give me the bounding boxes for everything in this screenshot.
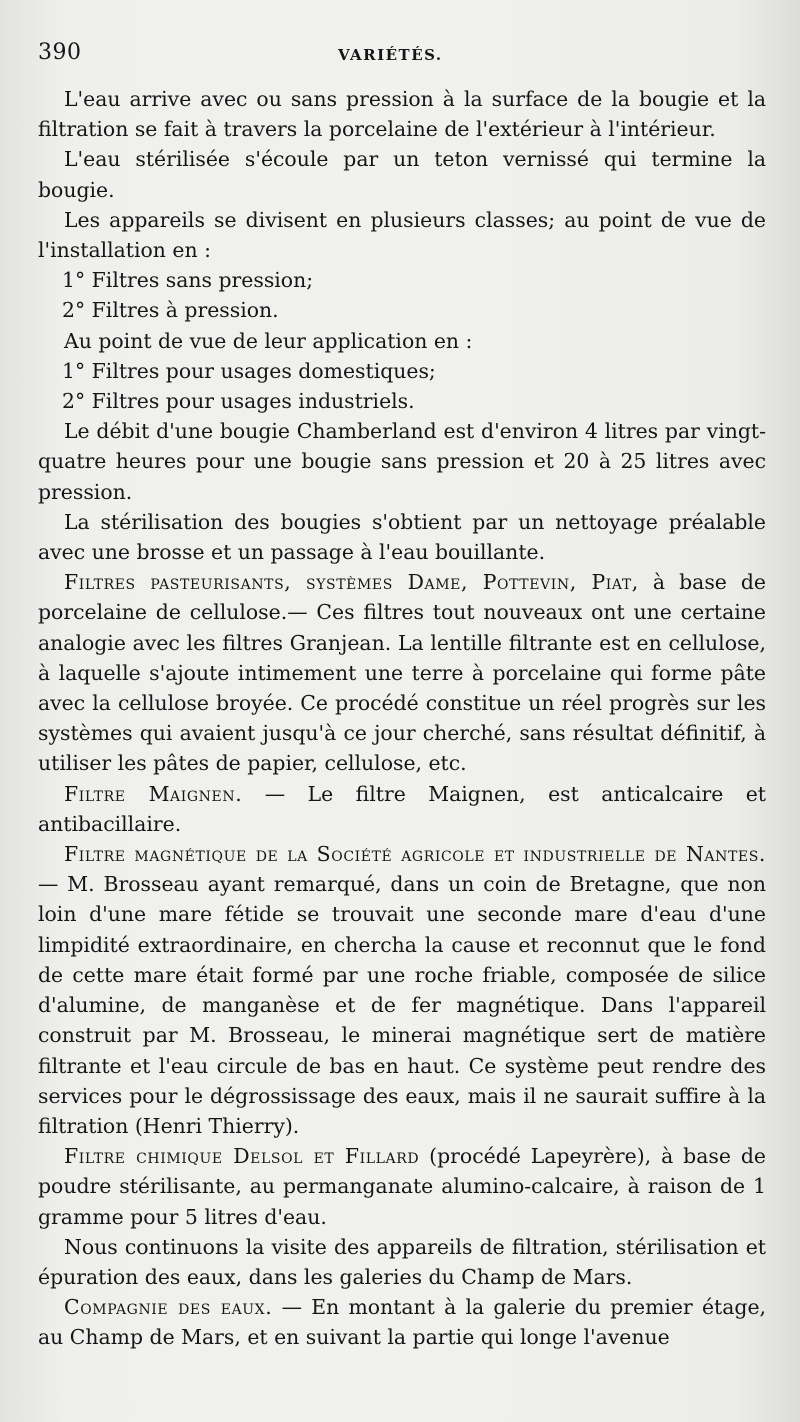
section-paragraph: Filtre Maignen. — Le filtre Maignen, est anticalcaire et antibacillaire. <box>38 781 766 836</box>
paragraph: Le débit d'une bougie Chamberland est d'environ 4 litres par vingt-quatre heures pour une bougie sans pression et 20 à 25 litres avec pression. <box>38 419 766 504</box>
paragraph: La stérilisation des bougies s'obtient par un nettoyage préalable avec une brosse et un passage à l'eau bouillante. <box>38 509 766 565</box>
section-heading: Filtre chimique Delsol et Fillard <box>64 1144 420 1169</box>
list-item: 2° Filtres pour usages industriels. <box>62 389 415 414</box>
section-heading: Filtre magnétique de la Société agricole et industrielle de Nantes. <box>64 842 766 867</box>
section-paragraph: Compagnie des eaux. — En montant à la galerie du premier étage, au Champ de Mars, et en suivant la partie qui longe l'avenue <box>38 1295 766 1350</box>
page-number: 390 <box>38 40 82 65</box>
body-text <box>38 84 766 1353</box>
list-item: 2° Filtres à pression. <box>62 298 279 323</box>
paragraph: L'eau arrive avec ou sans pression à la surface de la bougie et la filtration se fait à travers la porcelaine de l'extérieur à l'intérieur. <box>38 87 766 142</box>
section-heading: Filtres pasteurisants, systèmes Dame, Pottevin, Piat, <box>64 570 639 595</box>
page-header <box>38 40 766 74</box>
section-paragraph: Filtres pasteurisants, systèmes Dame, Pottevin, Piat, à base de porcelaine de cellulose.— Ces filtres tout nouveaux ont une certaine analogie avec les filtres Granjean. La lentille filtrante est en cellulose, à laquelle s'ajoute intimement une terre à porcelaine qui forme pâte avec la cellulose broyée. Ce procédé constitue un réel progrès sur les systèmes qui avaient jusqu'à ce jour cherché, sans résultat définitif, à utiliser les pâtes de papier, cellulose, etc. <box>38 570 767 776</box>
paragraph: Les appareils se divisent en plusieurs classes; au point de vue de l'installation en : <box>38 207 766 263</box>
paragraph: Nous continuons la visite des appareils de filtration, stérilisation et épuration des eaux, dans les galeries du Champ de Mars. <box>38 1234 766 1289</box>
list-item: 1° Filtres pour usages domestiques; <box>62 358 436 383</box>
section-heading: Filtre Maignen. <box>64 781 243 806</box>
section-paragraph: Filtre magnétique de la Société agricole et industrielle de Nantes. — M. Brosseau ayant remarqué, dans un coin de Bretagne, que non loin d'une mare fétide se trouvait une seconde mare d'eau d'une limpidité extraordinaire, en chercha la cause et reconnut que le fond de cette mare était formé par une roche friable, composée de silice d'alumine, de manganèse et de fer magnétique. Dans l'appareil construit par M. Brosseau, le minerai magnétique sert de matière filtrante et l'eau circule de bas en haut. Ce système peut rendre des services pour le dégrossissage des eaux, mais il ne saurait suffire à la filtration (Henri Thierry). <box>38 842 766 1138</box>
paragraph: Au point de vue de leur application en : <box>64 328 473 353</box>
running-head: VARIÉTÉS. <box>338 46 443 64</box>
section-paragraph: Filtre chimique Delsol et Fillard (procédé Lapeyrère), à base de poudre stérilisante, au permanganate alumino-calcaire, à raison de 1 gramme pour 5 litres d'eau. <box>38 1144 766 1229</box>
paragraph: L'eau stérilisée s'écoule par un teton vernissé qui termine la bougie. <box>38 147 766 202</box>
list-item: 1° Filtres sans pression; <box>62 268 314 293</box>
section-heading: Compagnie des eaux. <box>64 1295 273 1320</box>
